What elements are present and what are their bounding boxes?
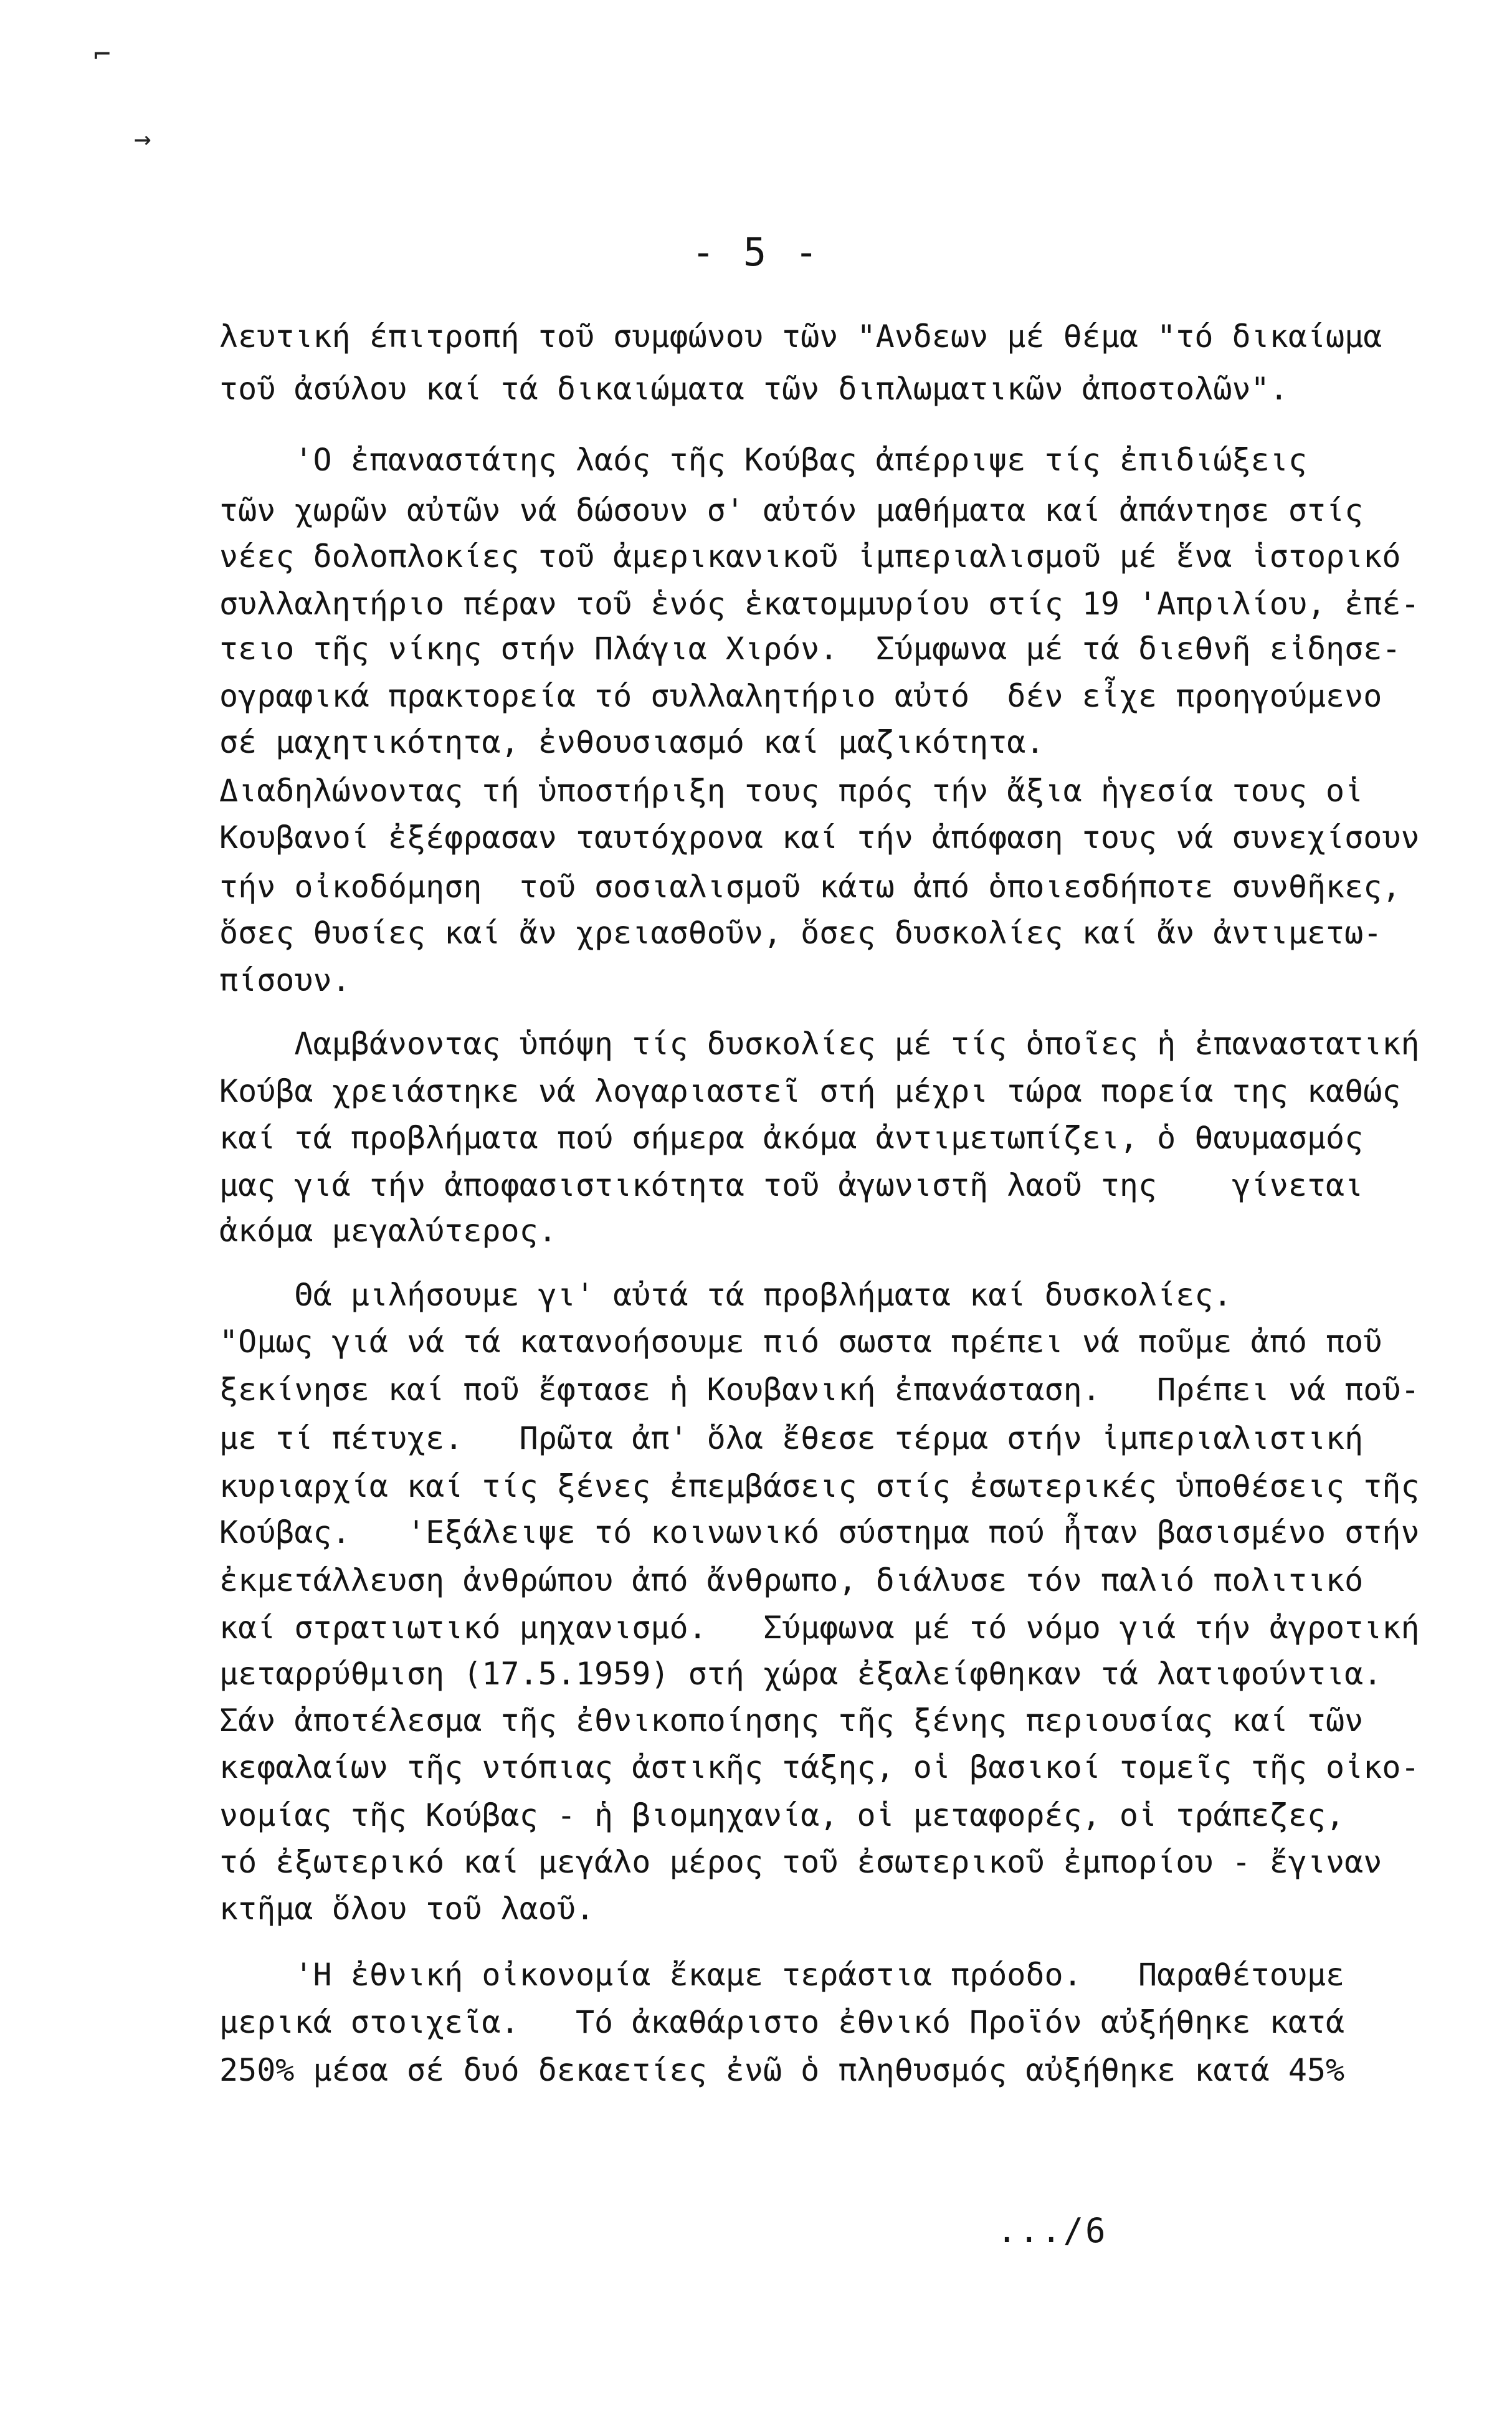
continuation-marker: .../6 (997, 2211, 1108, 2250)
text-line: πίσουν. (219, 962, 351, 998)
text-line: 'Ο ἐπαναστάτης λαός τῆς Κούβας ἀπέρριψε τίς ἐπιδιώξεις (219, 442, 1307, 478)
margin-mark-top: ⌐ (93, 37, 111, 71)
text-line: τό ἐξωτερικό καί μεγάλο μέρος τοῦ ἐσωτερικοῦ ἐμπορίου - ἔγιναν (219, 1844, 1382, 1880)
text-line: 'Η ἐθνική οἰκονομία ἔκαμε τεράστια πρόοδο. Παραθέτουμε (219, 1957, 1345, 1993)
text-line: ὅσες θυσίες καί ἄν χρειασθοῦν, ὅσες δυσκολίες καί ἄν ἀντιμετω- (219, 915, 1382, 951)
text-line: καί τά προβλήματα πού σήμερα ἀκόμα ἀντιμετωπίζει, ὁ θαυμασμός (219, 1120, 1364, 1156)
text-line: σέ μαχητικότητα, ἐνθουσιασμό καί μαζικότητα. (219, 724, 1045, 760)
text-line: κεφαλαίων τῆς ντόπιας ἀστικῆς τάξης, οἱ βασικοί τομεῖς τῆς οἰκο- (219, 1749, 1420, 1785)
text-line: Κουβανοί ἐξέφρασαν ταυτόχρονα καί τήν ἀπόφαση τους νά συνεχίσουν (219, 819, 1420, 856)
text-line: με τί πέτυχε. Πρῶτα ἀπ' ὅλα ἔθεσε τέρμα στήν ἰμπεριαλιστική (219, 1420, 1364, 1456)
text-line: ἀκόμα μεγαλύτερος. (219, 1213, 557, 1249)
text-line: καί στρατιωτικό μηχανισμό. Σύμφωνα μέ τό νόμο γιά τήν ἀγροτική (219, 1610, 1420, 1646)
text-line: Σάν ἀποτέλεσμα τῆς ἐθνικοποίησης τῆς ξένης περιουσίας καί τῶν (219, 1702, 1364, 1739)
text-line: νομίας τῆς Κούβας - ἡ βιομηχανία, οἱ μεταφορές, οἱ τράπεζες, (219, 1797, 1345, 1833)
text-line: μερικά στοιχεῖα. Τό ἀκαθάριστο ἐθνικό Προϊόν αὐξήθηκε κατά (219, 2004, 1345, 2040)
text-line: "Ομως γιά νά τά κατανοήσουμε πιό σωστα πρέπει νά ποῦμε ἀπό ποῦ (219, 1324, 1382, 1360)
text-line: κυριαρχία καί τίς ξένες ἐπεμβάσεις στίς ἐσωτερικές ὑποθέσεις τῆς (219, 1468, 1420, 1504)
page-number: - 5 - (692, 229, 820, 275)
text-line: Κούβας. 'Εξάλειψε τό κοινωνικό σύστημα πού ἦταν βασισμένο στήν (219, 1514, 1420, 1550)
text-line: τοῦ ἀσύλου καί τά δικαιώματα τῶν διπλωματικῶν ἀποστολῶν". (219, 371, 1288, 407)
text-line: συλλαλητήριο πέραν τοῦ ἑνός ἑκατομμυρίου στίς 19 'Απριλίου, ἐπέ- (219, 586, 1420, 622)
text-line: Θά μιλήσουμε γι' αὐτά τά προβλήματα καί δυσκολίες. (219, 1277, 1232, 1313)
text-line: Διαδηλώνοντας τή ὑποστήριξη τους πρός τήν ἄξια ἡγεσία τους οἱ (219, 773, 1364, 809)
text-line: τειο τῆς νίκης στήν Πλάγια Χιρόν. Σύμφωνα μέ τά διεθνῆ εἰδησε- (219, 631, 1401, 667)
text-line: ἐκμετάλλευση ἀνθρώπου ἀπό ἄνθρωπο, διάλυσε τόν παλιό πολιτικό (219, 1562, 1364, 1598)
text-line: κτῆμα ὅλου τοῦ λαοῦ. (219, 1891, 595, 1927)
text-line: λευτική έπιτροπή τοῦ συμφώνου τῶν "Ανδεων μέ θέμα "τό δικαίωμα (219, 318, 1382, 355)
text-line: νέες δολοπλοκίες τοῦ ἀμερικανικοῦ ἰμπεριαλισμοῦ μέ ἕνα ἱστορικό (219, 538, 1401, 575)
text-line: ξεκίνησε καί ποῦ ἔφτασε ἡ Κουβανική ἐπανάσταση. Πρέπει νά ποῦ- (219, 1372, 1420, 1408)
text-line: μεταρρύθμιση (17.5.1959) στή χώρα ἐξαλείφθηκαν τά λατιφούντια. (219, 1656, 1382, 1692)
text-line: Λαμβάνοντας ὑπόψη τίς δυσκολίες μέ τίς ὁποῖες ἡ ἐπαναστατική (219, 1026, 1420, 1062)
text-line: ογραφικά πρακτορεία τό συλλαλητήριο αὐτό δέν εἶχε προηγούμενο (219, 678, 1382, 714)
text-line: 250% μέσα σέ δυό δεκαετίες ἐνῶ ὁ πληθυσμός αὐξήθηκε κατά 45% (219, 2052, 1345, 2088)
text-line: μας γιά τήν ἀποφασιστικότητα τοῦ ἀγωνιστῆ λαοῦ της γίνεται (219, 1167, 1364, 1203)
text-line: Κούβα χρειάστηκε νά λογαριαστεῖ στή μέχρι τώρα πορεία της καθώς (219, 1073, 1401, 1109)
margin-mark-second: → (134, 122, 151, 155)
text-line: τήν οἰκοδόμηση τοῦ σοσιαλισμοῦ κάτω ἀπό ὁποιεσδήποτε συνθῆκες, (219, 869, 1401, 905)
text-line: τῶν χωρῶν αὐτῶν νά δώσουν σ' αὐτόν μαθήματα καί ἀπάντησε στίς (219, 492, 1364, 528)
